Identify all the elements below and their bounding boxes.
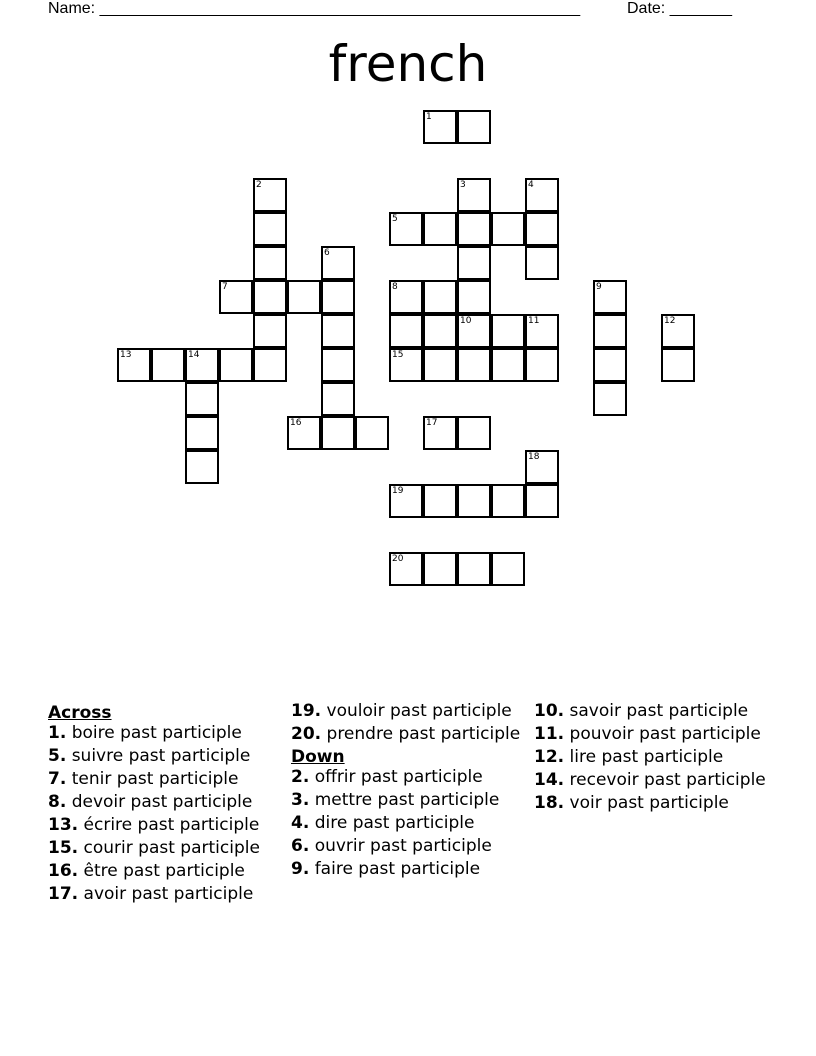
clue-item	[291, 814, 523, 833]
clue-number: 16	[290, 418, 302, 428]
clue-item	[291, 768, 523, 787]
grid-cell[interactable]	[389, 484, 423, 518]
clue-item-text: prendre past participle	[321, 724, 521, 744]
grid-cell[interactable]	[457, 314, 491, 348]
clue-item-number: 2.	[291, 767, 310, 787]
clue-number: 10	[460, 316, 472, 326]
clue-number: 7	[222, 282, 228, 292]
grid-cell[interactable]	[423, 416, 457, 450]
grid-cell[interactable]	[287, 280, 321, 314]
grid-cell[interactable]	[287, 416, 321, 450]
grid-cell[interactable]	[593, 314, 627, 348]
grid-cell[interactable]	[423, 110, 457, 144]
grid-cell[interactable]	[457, 212, 491, 246]
clue-item-text: être past participle	[78, 861, 245, 881]
clue-number: 12	[664, 316, 676, 326]
grid-cell[interactable]	[423, 280, 457, 314]
grid-cell[interactable]	[423, 348, 457, 382]
clue-item	[48, 747, 280, 766]
clue-number: 19	[392, 486, 404, 496]
grid-cell[interactable]	[321, 314, 355, 348]
across-clue-list-continued	[291, 702, 523, 744]
grid-cell[interactable]	[321, 348, 355, 382]
grid-cell[interactable]	[525, 450, 559, 484]
clue-item-text: devoir past participle	[66, 792, 253, 812]
clue-item	[534, 794, 766, 813]
grid-cell[interactable]	[185, 382, 219, 416]
clue-item	[48, 862, 280, 881]
clue-item	[48, 816, 280, 835]
date-line[interactable]: Date: _______	[627, 0, 732, 17]
grid-cell[interactable]	[253, 178, 287, 212]
clue-item-number: 16.	[48, 861, 79, 881]
clue-number: 15	[392, 350, 404, 360]
clue-item	[534, 748, 766, 767]
grid-cell[interactable]	[457, 246, 491, 280]
clue-number: 14	[188, 350, 200, 360]
clue-item-number: 18.	[534, 793, 565, 813]
grid-cell[interactable]	[389, 280, 423, 314]
grid-cell[interactable]	[525, 212, 559, 246]
grid-cell[interactable]	[253, 280, 287, 314]
grid-cell[interactable]	[593, 280, 627, 314]
clue-item-text: lire past participle	[564, 747, 724, 767]
clue-number: 2	[256, 180, 262, 190]
grid-cell[interactable]	[321, 280, 355, 314]
grid-cell[interactable]	[389, 552, 423, 586]
clue-item	[291, 791, 523, 810]
grid-cell[interactable]	[525, 246, 559, 280]
grid-cell[interactable]	[321, 416, 355, 450]
clue-number: 4	[528, 180, 534, 190]
clue-item-number: 17.	[48, 884, 79, 904]
across-heading: Across	[48, 703, 112, 723]
clue-item-number: 12.	[534, 747, 565, 767]
clue-item-number: 20.	[291, 724, 322, 744]
grid-cell[interactable]	[525, 348, 559, 382]
grid-cell[interactable]	[423, 552, 457, 586]
clue-item	[48, 770, 280, 789]
grid-cell[interactable]	[253, 314, 287, 348]
clue-item-number: 19.	[291, 701, 322, 721]
clue-number: 11	[528, 316, 540, 326]
clue-number: 5	[392, 214, 398, 224]
grid-cell[interactable]	[389, 314, 423, 348]
grid-cell[interactable]	[457, 348, 491, 382]
clue-item-text: ouvrir past participle	[309, 836, 492, 856]
clue-item-text: courir past participle	[78, 838, 260, 858]
clue-item-text: suivre past participle	[66, 746, 251, 766]
grid-cell[interactable]	[661, 348, 695, 382]
clue-item-text: avoir past participle	[78, 884, 254, 904]
grid-cell[interactable]	[457, 416, 491, 450]
clue-item	[48, 724, 280, 743]
clue-item-text: mettre past participle	[309, 790, 500, 810]
clue-item-text: boire past participle	[66, 723, 242, 743]
grid-cell[interactable]	[253, 348, 287, 382]
clue-item-text: tenir past participle	[66, 769, 239, 789]
clue-item	[48, 839, 280, 858]
clue-item	[291, 860, 523, 879]
clue-item-text: voir past participle	[564, 793, 729, 813]
grid-cell[interactable]	[389, 212, 423, 246]
grid-cell[interactable]	[457, 110, 491, 144]
clue-item-number: 15.	[48, 838, 79, 858]
clue-number: 20	[392, 554, 404, 564]
clue-item	[534, 702, 766, 721]
clues-column-2	[291, 702, 523, 883]
down-clue-list-continued	[534, 702, 766, 813]
clue-item	[291, 837, 523, 856]
grid-cell[interactable]	[423, 212, 457, 246]
grid-cell[interactable]	[491, 348, 525, 382]
grid-cell[interactable]	[355, 416, 389, 450]
clue-item-number: 10.	[534, 701, 565, 721]
name-line[interactable]: Name: ______________________________________________________	[48, 0, 581, 17]
clue-number: 1	[426, 112, 432, 122]
clue-item	[48, 885, 280, 904]
clue-item	[291, 725, 523, 744]
clues-column-1	[48, 702, 280, 908]
grid-cell[interactable]	[423, 484, 457, 518]
grid-cell[interactable]	[593, 382, 627, 416]
grid-cell[interactable]	[321, 246, 355, 280]
down-clue-list	[291, 768, 523, 879]
clue-item-number: 13.	[48, 815, 79, 835]
clue-item-text: recevoir past participle	[564, 770, 766, 790]
grid-cell[interactable]	[219, 280, 253, 314]
clue-item	[48, 793, 280, 812]
grid-cell[interactable]	[185, 416, 219, 450]
grid-cell[interactable]	[185, 450, 219, 484]
grid-cell[interactable]	[491, 212, 525, 246]
grid-cell[interactable]	[661, 314, 695, 348]
grid-cell[interactable]	[117, 348, 151, 382]
grid-cell[interactable]	[253, 212, 287, 246]
grid-cell[interactable]	[525, 484, 559, 518]
clue-number: 6	[324, 248, 330, 258]
clue-number: 3	[460, 180, 466, 190]
grid-cell[interactable]	[525, 178, 559, 212]
grid-cell[interactable]	[491, 552, 525, 586]
clue-number: 17	[426, 418, 438, 428]
clues-column-3	[534, 702, 766, 817]
grid-cell[interactable]	[423, 314, 457, 348]
clue-number: 13	[120, 350, 132, 360]
clue-item-number: 8.	[48, 792, 67, 812]
clue-item-text: savoir past participle	[564, 701, 749, 721]
clue-item	[534, 725, 766, 744]
across-clue-list	[48, 724, 280, 904]
clue-number: 9	[596, 282, 602, 292]
grid-cell[interactable]	[491, 314, 525, 348]
down-heading: Down	[291, 747, 345, 767]
clue-item-number: 11.	[534, 724, 565, 744]
grid-cell[interactable]	[457, 280, 491, 314]
clue-item-text: vouloir past participle	[321, 701, 512, 721]
clue-item-number: 5.	[48, 746, 67, 766]
clue-item	[291, 702, 523, 721]
grid-cell[interactable]	[321, 382, 355, 416]
grid-cell[interactable]	[593, 348, 627, 382]
grid-cell[interactable]	[185, 348, 219, 382]
grid-cell[interactable]	[151, 348, 185, 382]
grid-cell[interactable]	[389, 348, 423, 382]
grid-cell[interactable]	[457, 178, 491, 212]
clue-item-text: faire past participle	[309, 859, 481, 879]
clue-item-number: 14.	[534, 770, 565, 790]
clue-item-number: 3.	[291, 790, 310, 810]
grid-cell[interactable]	[491, 484, 525, 518]
clue-item-number: 4.	[291, 813, 310, 833]
clue-number: 18	[528, 452, 540, 462]
page-title: french	[328, 35, 488, 93]
clue-item-number: 7.	[48, 769, 67, 789]
clue-item-text: écrire past participle	[78, 815, 260, 835]
grid-cell[interactable]	[253, 246, 287, 280]
grid-cell[interactable]	[457, 484, 491, 518]
clue-item-number: 1.	[48, 723, 67, 743]
grid-cell[interactable]	[457, 552, 491, 586]
grid-cell[interactable]	[525, 314, 559, 348]
clue-item	[534, 771, 766, 790]
clue-item-number: 9.	[291, 859, 310, 879]
clue-item-text: offrir past participle	[309, 767, 483, 787]
grid-cell[interactable]	[219, 348, 253, 382]
clue-item-number: 6.	[291, 836, 310, 856]
clue-item-text: dire past participle	[309, 813, 475, 833]
clue-item-text: pouvoir past participle	[564, 724, 761, 744]
clue-number: 8	[392, 282, 398, 292]
